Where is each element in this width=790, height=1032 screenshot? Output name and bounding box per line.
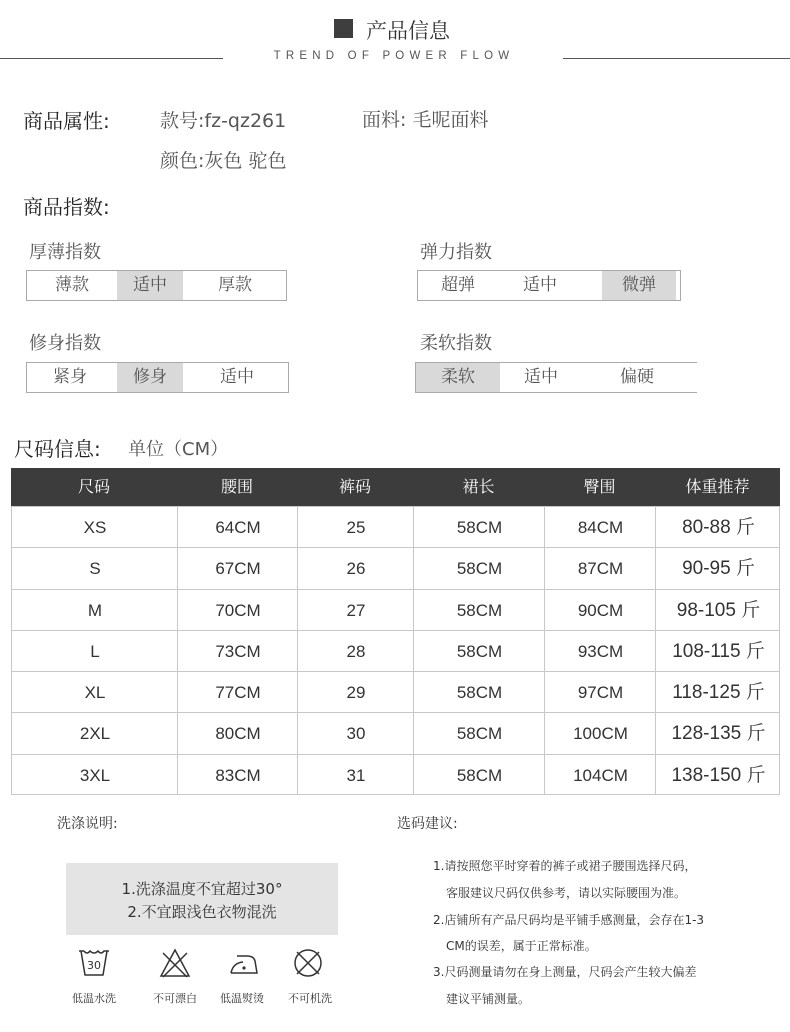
table-cell: 80CM: [215, 724, 261, 744]
size-table-column-header: 裤码: [338, 477, 371, 496]
elasticity-index-scale: [417, 270, 681, 301]
machine-wash-icon-label: 不可机洗: [288, 992, 332, 1005]
header-rule-right: [563, 58, 790, 59]
size-info-title: 尺码信息:: [14, 437, 101, 461]
table-cell: 58CM: [456, 559, 503, 579]
size-table-column-header: 臀围: [583, 477, 616, 496]
table-cell: 25: [346, 518, 366, 537]
fit-option-selected: 修身: [117, 363, 183, 392]
size-table-column-header: 腰围: [220, 477, 253, 496]
table-cell: 31: [346, 765, 366, 785]
softness-index-title: 柔软指数: [420, 333, 492, 354]
table-cell: 58CM: [456, 600, 503, 620]
table-cell: 84CM: [577, 518, 624, 537]
thickness-option: 薄款: [55, 275, 89, 295]
table-cell: XS: [83, 518, 107, 537]
table-cell: 67CM: [215, 559, 261, 579]
table-cell: 138-150 斤: [671, 764, 766, 786]
softness-option: 偏硬: [620, 367, 654, 387]
no-bleach-icon: [159, 947, 191, 979]
table-cell: 80-88 斤: [682, 517, 755, 538]
thickness-option-selected: 适中: [117, 271, 183, 300]
table-cell: 100CM: [573, 724, 628, 744]
advice-line: 建议平铺测量。: [446, 992, 531, 1006]
table-cell: 70CM: [215, 600, 261, 620]
size-table-column-header: 尺码: [77, 477, 110, 496]
table-cell: 118-125 斤: [672, 682, 765, 704]
no-machine-wash-icon: [292, 947, 324, 979]
elasticity-index-title: 弹力指数: [420, 242, 492, 263]
advice-line: 客服建议尺码仅供参考，请以实际腰围为准。: [446, 886, 687, 900]
size-table-header: [11, 468, 780, 506]
table-cell: S: [89, 559, 101, 579]
table-cell: 83CM: [215, 765, 261, 785]
table-cell: 77CM: [215, 683, 261, 703]
table-cell: 108-115 斤: [672, 640, 765, 662]
iron-icon-label: 低温熨烫: [220, 992, 264, 1005]
table-cell: 64CM: [215, 518, 261, 537]
advice-line: 3.尺码测量请勿在身上测量，尺码会产生较大偏差: [433, 965, 697, 979]
advice-label: 选码建议:: [397, 816, 458, 832]
attributes-label: 商品属性:: [23, 109, 110, 133]
fit-index-title: 修身指数: [29, 333, 101, 354]
size-info-unit: 单位（CM）: [128, 439, 229, 460]
table-cell: XL: [84, 683, 106, 703]
fit-index-scale: [26, 362, 289, 393]
thickness-index-scale: [26, 270, 287, 301]
fit-option: 紧身: [53, 367, 87, 387]
table-cell: 90-95 斤: [682, 558, 755, 580]
low-iron-icon: [225, 947, 261, 979]
softness-index-scale: [415, 362, 697, 393]
table-cell: 73CM: [215, 641, 261, 661]
header-subtitle: TREND OF POWER FLOW: [273, 50, 515, 62]
thickness-index-title: 厚薄指数: [29, 242, 101, 263]
wash-instruction-line: 2.不宜跟浅色衣物混洗: [127, 903, 277, 921]
table-cell: 58CM: [456, 641, 503, 661]
table-cell: 58CM: [456, 765, 503, 785]
advice-line: CM的误差，属于正常标准。: [446, 939, 597, 953]
softness-option-selected: 柔软: [416, 363, 500, 392]
table-cell: 87CM: [577, 559, 624, 579]
size-table-column-header: 体重推荐: [685, 477, 750, 496]
wash-instruction-line: 1.洗涤温度不宜超过30°: [121, 880, 283, 898]
header-rule-left: [0, 58, 223, 59]
color: 颜色:灰色 驼色: [160, 150, 287, 172]
table-cell: 58CM: [456, 724, 503, 744]
elasticity-option: 超弹: [441, 275, 475, 295]
wash-30-icon: [77, 947, 111, 979]
table-cell: 97CM: [577, 683, 624, 703]
elasticity-option-selected: 微弹: [602, 271, 676, 300]
table-cell: 104CM: [573, 765, 628, 785]
table-cell: 58CM: [456, 518, 503, 537]
table-cell: 27: [346, 600, 366, 620]
advice-line: 1.请按照您平时穿着的裤子或裙子腰围选择尺码，: [433, 859, 697, 873]
table-cell: 29: [346, 683, 366, 703]
bleach-icon-label: 不可漂白: [153, 992, 197, 1005]
wash-instructions-box: [66, 863, 338, 935]
table-cell: 90CM: [577, 600, 624, 620]
header-title: 产品信息: [366, 19, 450, 43]
table-cell: 3XL: [79, 765, 111, 785]
thickness-option: 厚款: [218, 275, 252, 295]
table-cell: 28: [346, 641, 366, 661]
table-cell: 58CM: [456, 683, 503, 703]
elasticity-option: 适中: [523, 275, 557, 295]
advice-line: 2.店铺所有产品尺码均是平铺手感测量，会存在1-3: [433, 913, 705, 927]
size-table-column-header: 裙长: [462, 477, 495, 496]
wash-icon-label: 低温水洗: [72, 992, 116, 1005]
table-cell: M: [87, 600, 103, 620]
table-cell: 30: [346, 724, 366, 744]
fabric: 面料: 毛呢面料: [362, 109, 489, 131]
fit-option: 适中: [220, 367, 254, 387]
wash-temperature-number: 30: [87, 959, 101, 972]
table-cell: 26: [346, 559, 366, 579]
table-cell: 128-135 斤: [671, 723, 766, 745]
style-number: 款号:fz-qz261: [160, 110, 287, 132]
softness-option: 适中: [524, 367, 558, 387]
header-square-icon: [334, 19, 353, 38]
table-cell: L: [90, 641, 100, 661]
table-cell: 98-105 斤: [676, 599, 761, 621]
table-cell: 93CM: [577, 641, 624, 661]
indices-label: 商品指数:: [23, 195, 110, 219]
table-cell: 2XL: [79, 724, 111, 744]
wash-label: 洗涤说明:: [57, 816, 118, 832]
size-table: [11, 506, 780, 795]
